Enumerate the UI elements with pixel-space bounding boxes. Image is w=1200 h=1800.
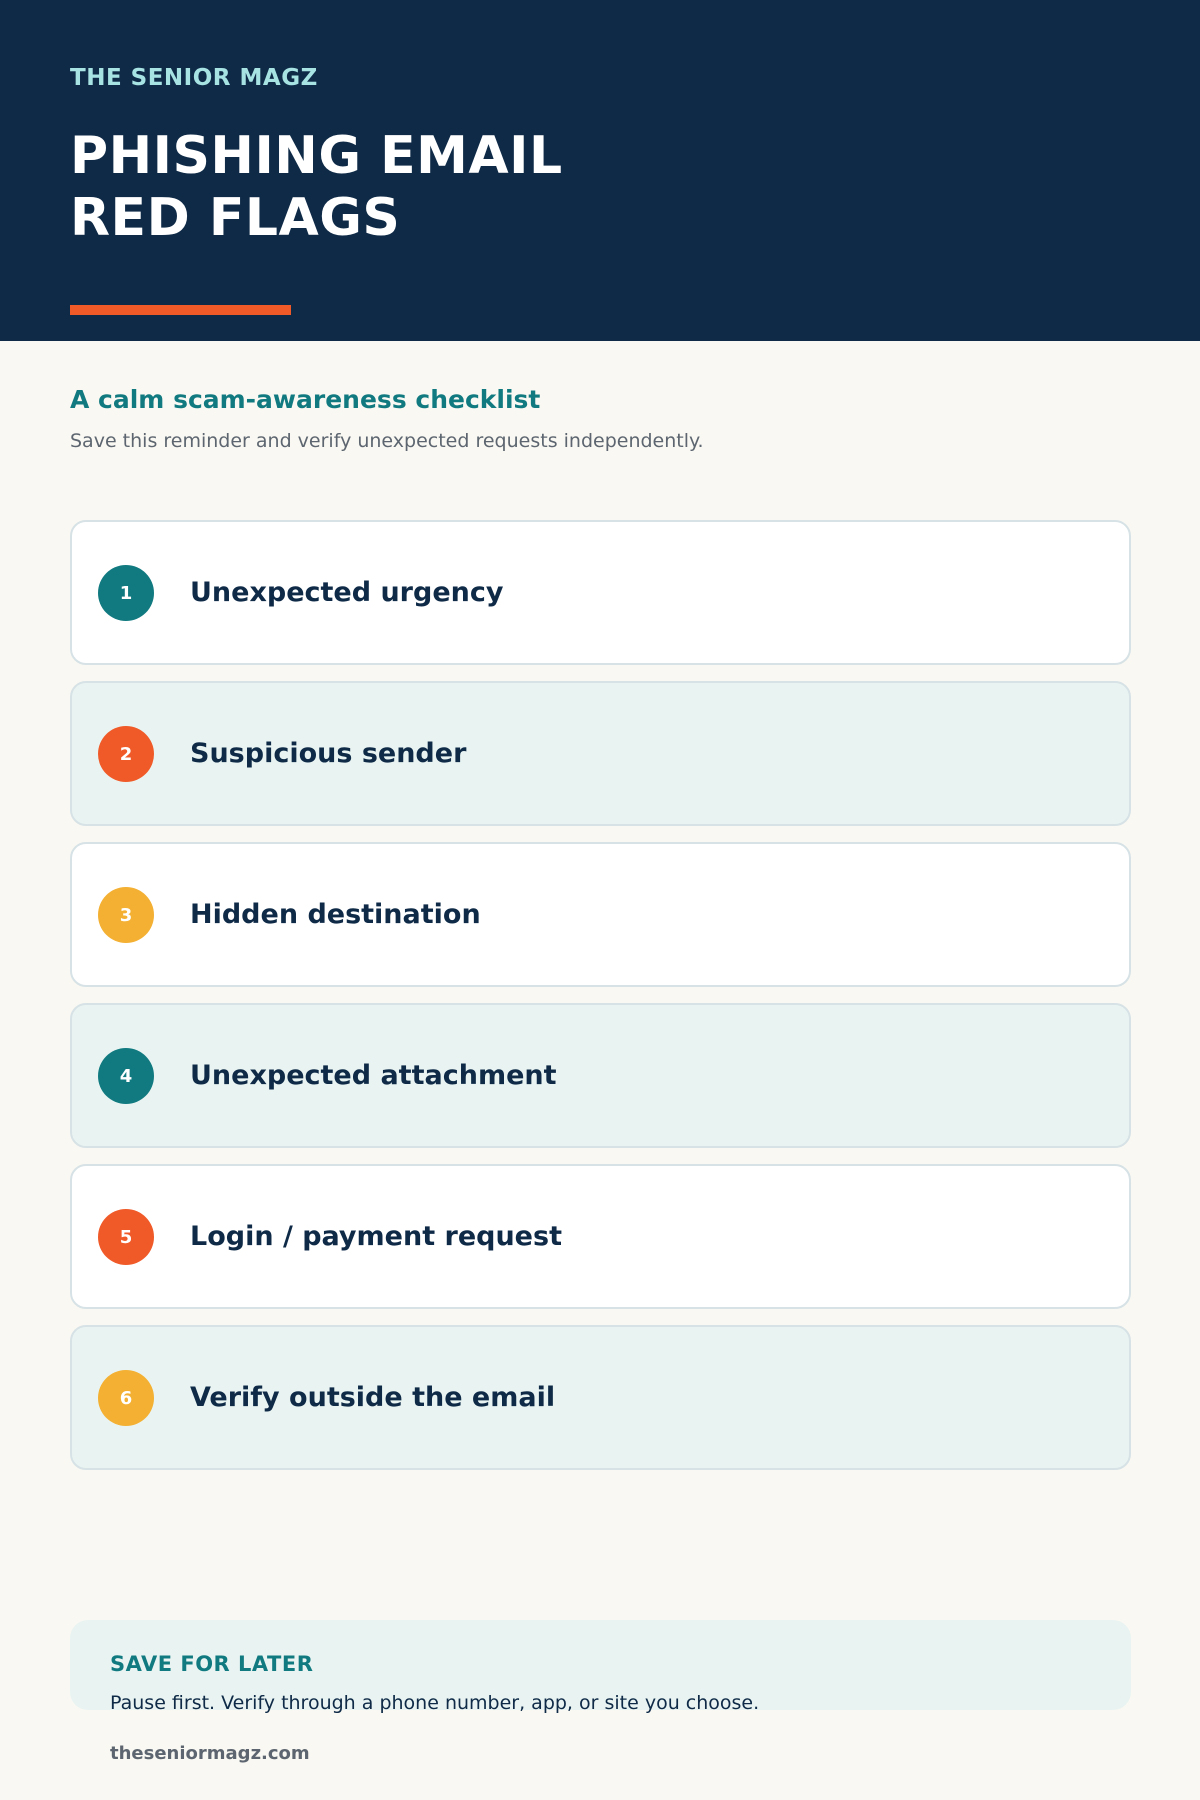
save-for-later-title: SAVE FOR LATER — [110, 1652, 314, 1676]
accent-bar — [70, 305, 291, 315]
checklist-item-2 — [70, 681, 1131, 826]
title-line-1: PHISHING EMAIL — [70, 126, 563, 186]
checklist-item-label: Unexpected urgency — [190, 577, 504, 608]
site-url: theseniormagz.com — [110, 1743, 310, 1764]
checklist-subtitle: A calm scam-awareness checklist — [70, 385, 541, 414]
checklist-item-6 — [70, 1325, 1131, 1470]
checklist-item-4 — [70, 1003, 1131, 1148]
number-badge-2: 2 — [98, 726, 154, 782]
title-line-2: RED FLAGS — [70, 188, 401, 248]
number-badge-4: 4 — [98, 1048, 154, 1104]
number-badge-6: 6 — [98, 1370, 154, 1426]
intro-text: Save this reminder and verify unexpected requests independently. — [70, 430, 704, 452]
checklist-item-label: Login / payment request — [190, 1221, 562, 1252]
checklist-item-label: Hidden destination — [190, 899, 481, 930]
number-badge-3: 3 — [98, 887, 154, 943]
checklist-item-5 — [70, 1164, 1131, 1309]
number-badge-5: 5 — [98, 1209, 154, 1265]
page-title — [70, 125, 563, 249]
header-banner — [0, 0, 1200, 341]
checklist — [70, 520, 1131, 1486]
checklist-item-label: Suspicious sender — [190, 738, 467, 769]
checklist-item-3 — [70, 842, 1131, 987]
checklist-item-label: Unexpected attachment — [190, 1060, 557, 1091]
checklist-item-label: Verify outside the email — [190, 1382, 556, 1413]
number-badge-1: 1 — [98, 565, 154, 621]
checklist-item-1 — [70, 520, 1131, 665]
brand-name: THE SENIOR MAGZ — [70, 65, 318, 91]
save-for-later-text: Pause first. Verify through a phone number, app, or site you choose. — [110, 1692, 760, 1714]
